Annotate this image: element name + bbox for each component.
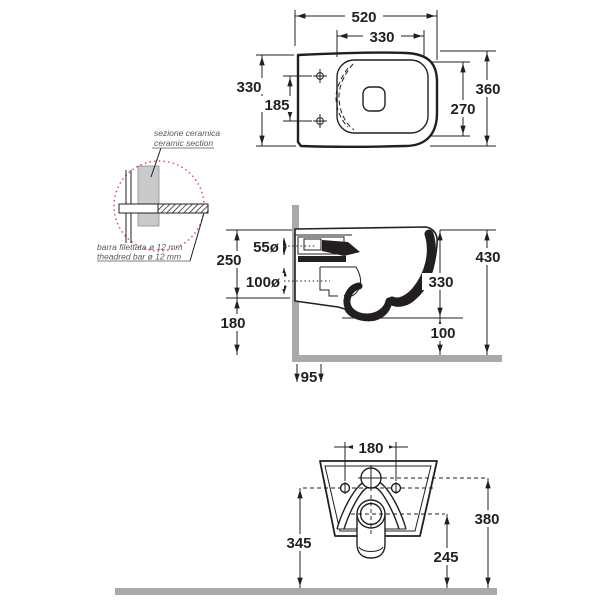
dim-245-label: 245	[433, 549, 459, 566]
dim-outlet-height	[427, 514, 465, 588]
ceramic-section-upper	[138, 166, 159, 204]
dim-185-label: 185	[264, 97, 290, 114]
floor-section-side	[292, 355, 502, 362]
dim-180-side-label: 180	[220, 315, 246, 332]
threaded-bar-hatch	[158, 204, 208, 213]
ceramic-section-lower	[138, 213, 159, 226]
drain-top	[363, 87, 385, 111]
outlet-circle-inner	[361, 504, 382, 525]
dim-180-front-label: 180	[358, 440, 384, 457]
dim-inlet-diameter	[248, 238, 284, 256]
pan-outline-side	[295, 227, 437, 321]
dim-55-label: 55ø	[253, 239, 279, 256]
detail-callout	[97, 128, 220, 262]
dim-under-clearance	[214, 298, 252, 355]
dim-270-label: 270	[450, 101, 476, 118]
ceramic-section-note-it: sezione ceramica	[154, 128, 221, 138]
dim-100-side-label: 100	[430, 325, 456, 342]
ceramic-section-note-en: ceramic section	[154, 138, 214, 148]
dim-outlet-diameter	[241, 268, 284, 294]
dim-330-left-label: 330	[236, 79, 262, 96]
dim-330-side-label: 330	[428, 274, 454, 291]
dim-inlet-height	[468, 478, 506, 588]
dim-bottom-height	[424, 318, 462, 355]
front-view	[115, 439, 506, 595]
side-view	[210, 205, 507, 386]
dim-95-label: 95	[300, 369, 318, 386]
dim-holes-height	[280, 488, 318, 588]
floor-section-front	[115, 588, 497, 595]
dim-330-top-label: 330	[369, 29, 395, 46]
dim-250-label: 250	[216, 252, 242, 269]
dim-345-label: 345	[286, 535, 312, 552]
top-view	[231, 8, 507, 147]
dim-520-label: 520	[351, 9, 377, 26]
dim-outer-depth-right	[430, 51, 507, 146]
threaded-bar-note-it: barra filettata ø 12 mm	[97, 242, 183, 252]
threaded-bar-note-en: theadred bar ø 12 mm	[97, 251, 182, 262]
dim-430-label: 430	[475, 249, 501, 266]
dim-wall-offset	[297, 364, 321, 386]
dim-380-label: 380	[474, 511, 500, 528]
dim-100o-label: 100ø	[245, 274, 281, 291]
dim-360-label: 360	[475, 81, 501, 98]
